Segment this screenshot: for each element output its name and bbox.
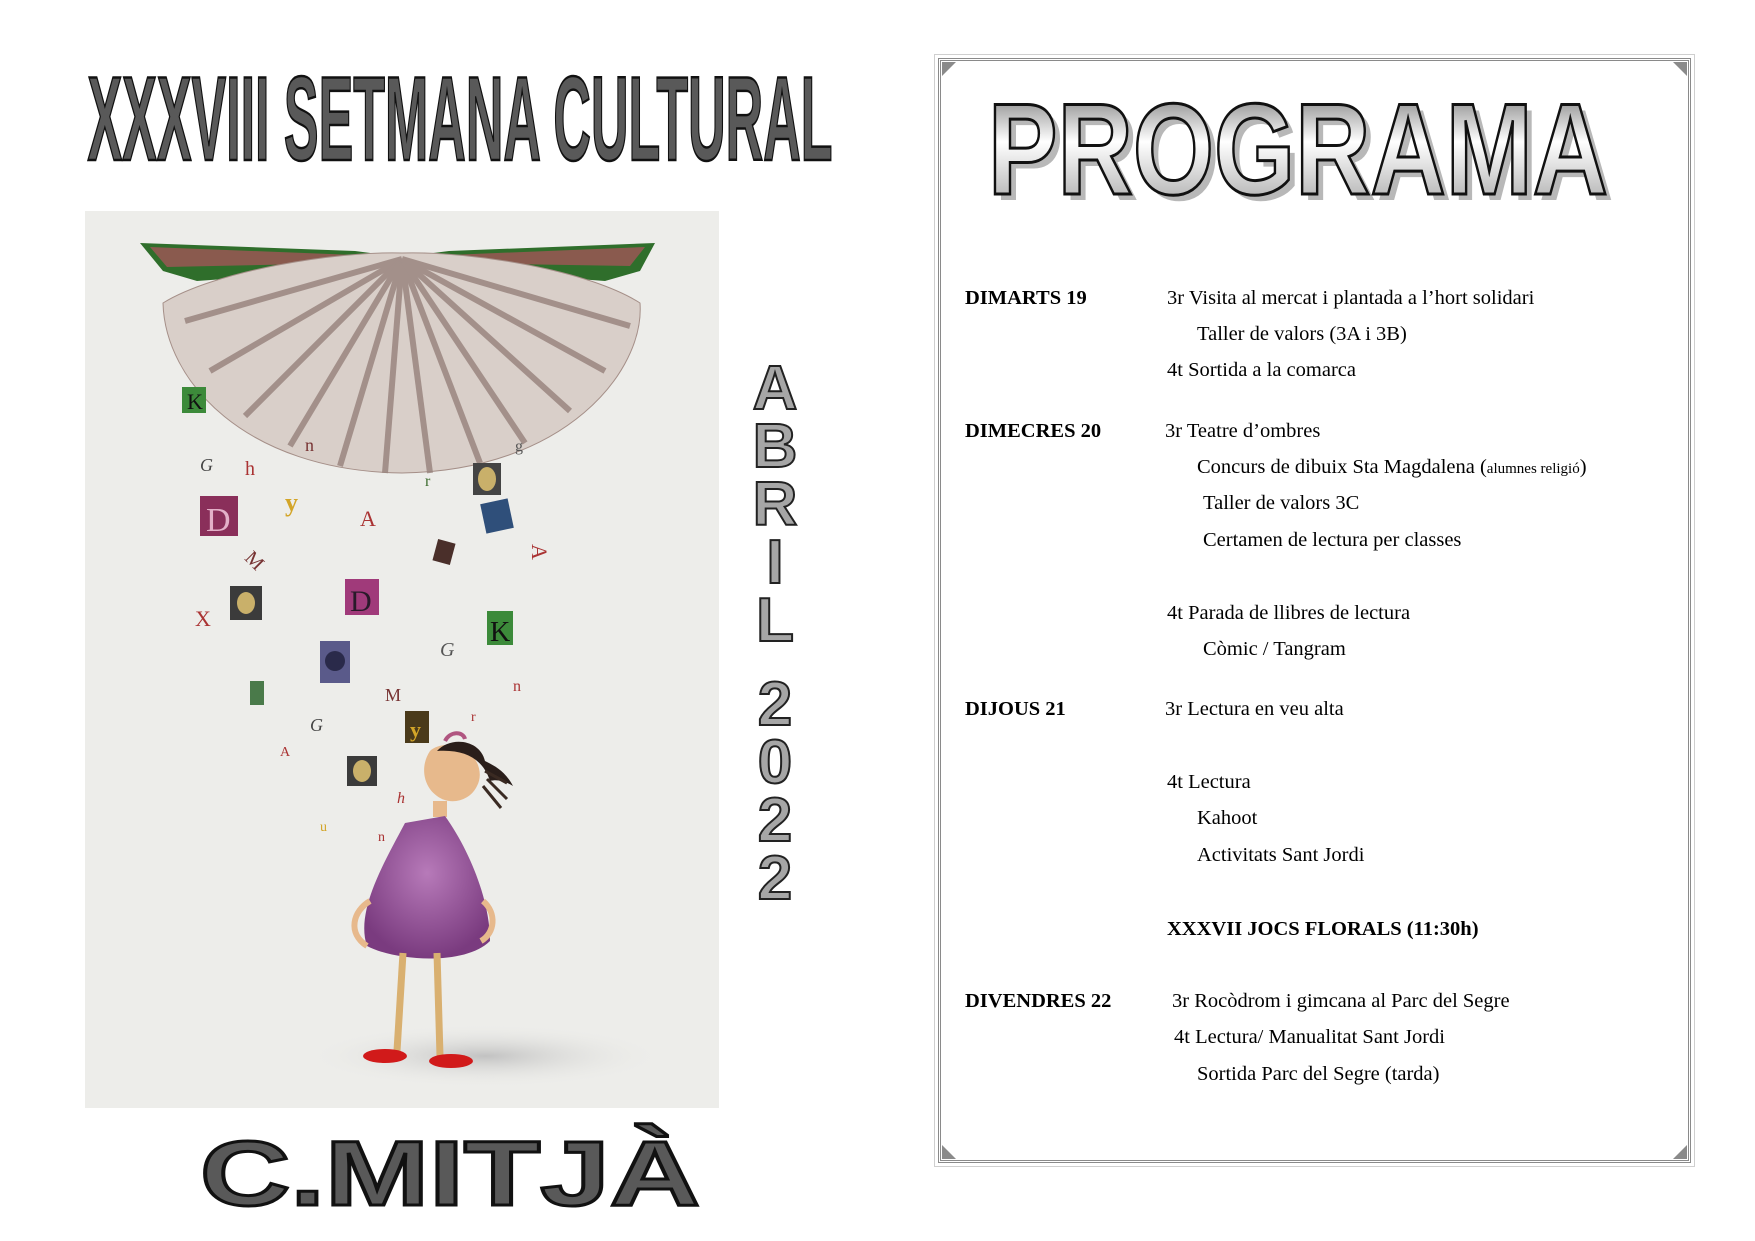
activity-text: Concurs de dibuix Sta Magdalena ( [1197,456,1487,478]
svg-text:n: n [305,435,314,455]
activity: 3r Lectura en veu alta [1165,698,1344,720]
svg-text:g: g [515,438,523,455]
month-letter: L [756,586,794,655]
year-digit: 0 [757,728,793,797]
date-vertical [735,354,815,913]
svg-text:h: h [245,458,255,480]
school-name [190,1120,710,1220]
svg-text:A: A [527,544,552,560]
month-letter: I [766,528,784,597]
svg-text:G: G [310,715,323,735]
activity: 3r Teatre d’ombres [1165,420,1321,442]
activity: Sortida Parc del Segre (tarda) [1197,1063,1440,1085]
corner-ornament [1673,62,1687,76]
girl-icon [305,733,665,1088]
program-title [968,70,1628,210]
activity: 3r Rocòdrom i gimcana al Parc del Segre [1172,990,1510,1012]
activity-text: ) [1579,456,1587,478]
svg-text:A: A [280,745,291,760]
svg-text:G: G [200,455,213,475]
cover-illustration [85,211,719,1108]
activity-note: alumnes religió [1486,461,1580,477]
floral-games: XXXVII JOCS FLORALS (11:30h) [1167,918,1479,940]
program-title-shadow: PROGRAMA [994,82,1614,210]
year-digit: 2 [757,844,793,913]
svg-text:D: D [350,585,372,618]
svg-text:r: r [471,710,476,725]
year-digit: 2 [757,670,793,739]
corner-ornament [942,1145,956,1159]
activity: Kahoot [1197,807,1258,829]
svg-text:D: D [206,502,231,539]
cultural-week-title-text: XXXVIII SETMANA CULTURAL [87,60,833,180]
corner-ornament [942,62,956,76]
day-label: DIVENDRES 22 [965,990,1112,1012]
school-name-text: C.MITJÀ [200,1123,700,1220]
svg-text:G: G [440,639,455,661]
svg-text:M: M [385,685,402,705]
svg-text:K: K [187,389,203,414]
svg-text:h: h [397,790,405,807]
activity: 4t Lectura/ Manualitat Sant Jordi [1174,1026,1445,1048]
svg-text:X: X [195,606,211,631]
cultural-week-title [80,60,840,180]
svg-text:y: y [410,717,421,742]
month-letter: B [752,412,798,481]
svg-text:r: r [425,473,431,490]
activity: Taller de valors 3C [1203,492,1360,514]
svg-text:M: M [240,546,269,575]
program-title-text: PROGRAMA [988,76,1608,210]
svg-text:A: A [360,506,376,531]
activity: 4t Lectura [1167,771,1251,793]
year-digit: 2 [757,786,793,855]
day-label: DIMECRES 20 [965,420,1102,442]
activity: Còmic / Tangram [1203,638,1346,660]
activity: 3r Visita al mercat i plantada a l’hort solidari [1167,287,1535,309]
svg-text:n: n [378,830,385,845]
activity [1197,455,1587,481]
month-letter: A [752,354,798,423]
day-label: DIMARTS 19 [965,287,1087,309]
svg-text:n: n [513,678,521,695]
month-letter: R [752,470,798,539]
svg-text:K: K [490,617,511,648]
day-label: DIJOUS 21 [965,698,1066,720]
activity: 4t Parada de llibres de lectura [1167,602,1411,624]
corner-ornament [1673,1145,1687,1159]
activity: Certamen de lectura per classes [1203,529,1462,551]
svg-text:u: u [320,820,327,835]
svg-text:y: y [285,488,298,517]
activity: Activitats Sant Jordi [1197,844,1365,866]
activity: 4t Sortida a la comarca [1167,359,1356,381]
activity: Taller de valors (3A i 3B) [1197,323,1407,345]
